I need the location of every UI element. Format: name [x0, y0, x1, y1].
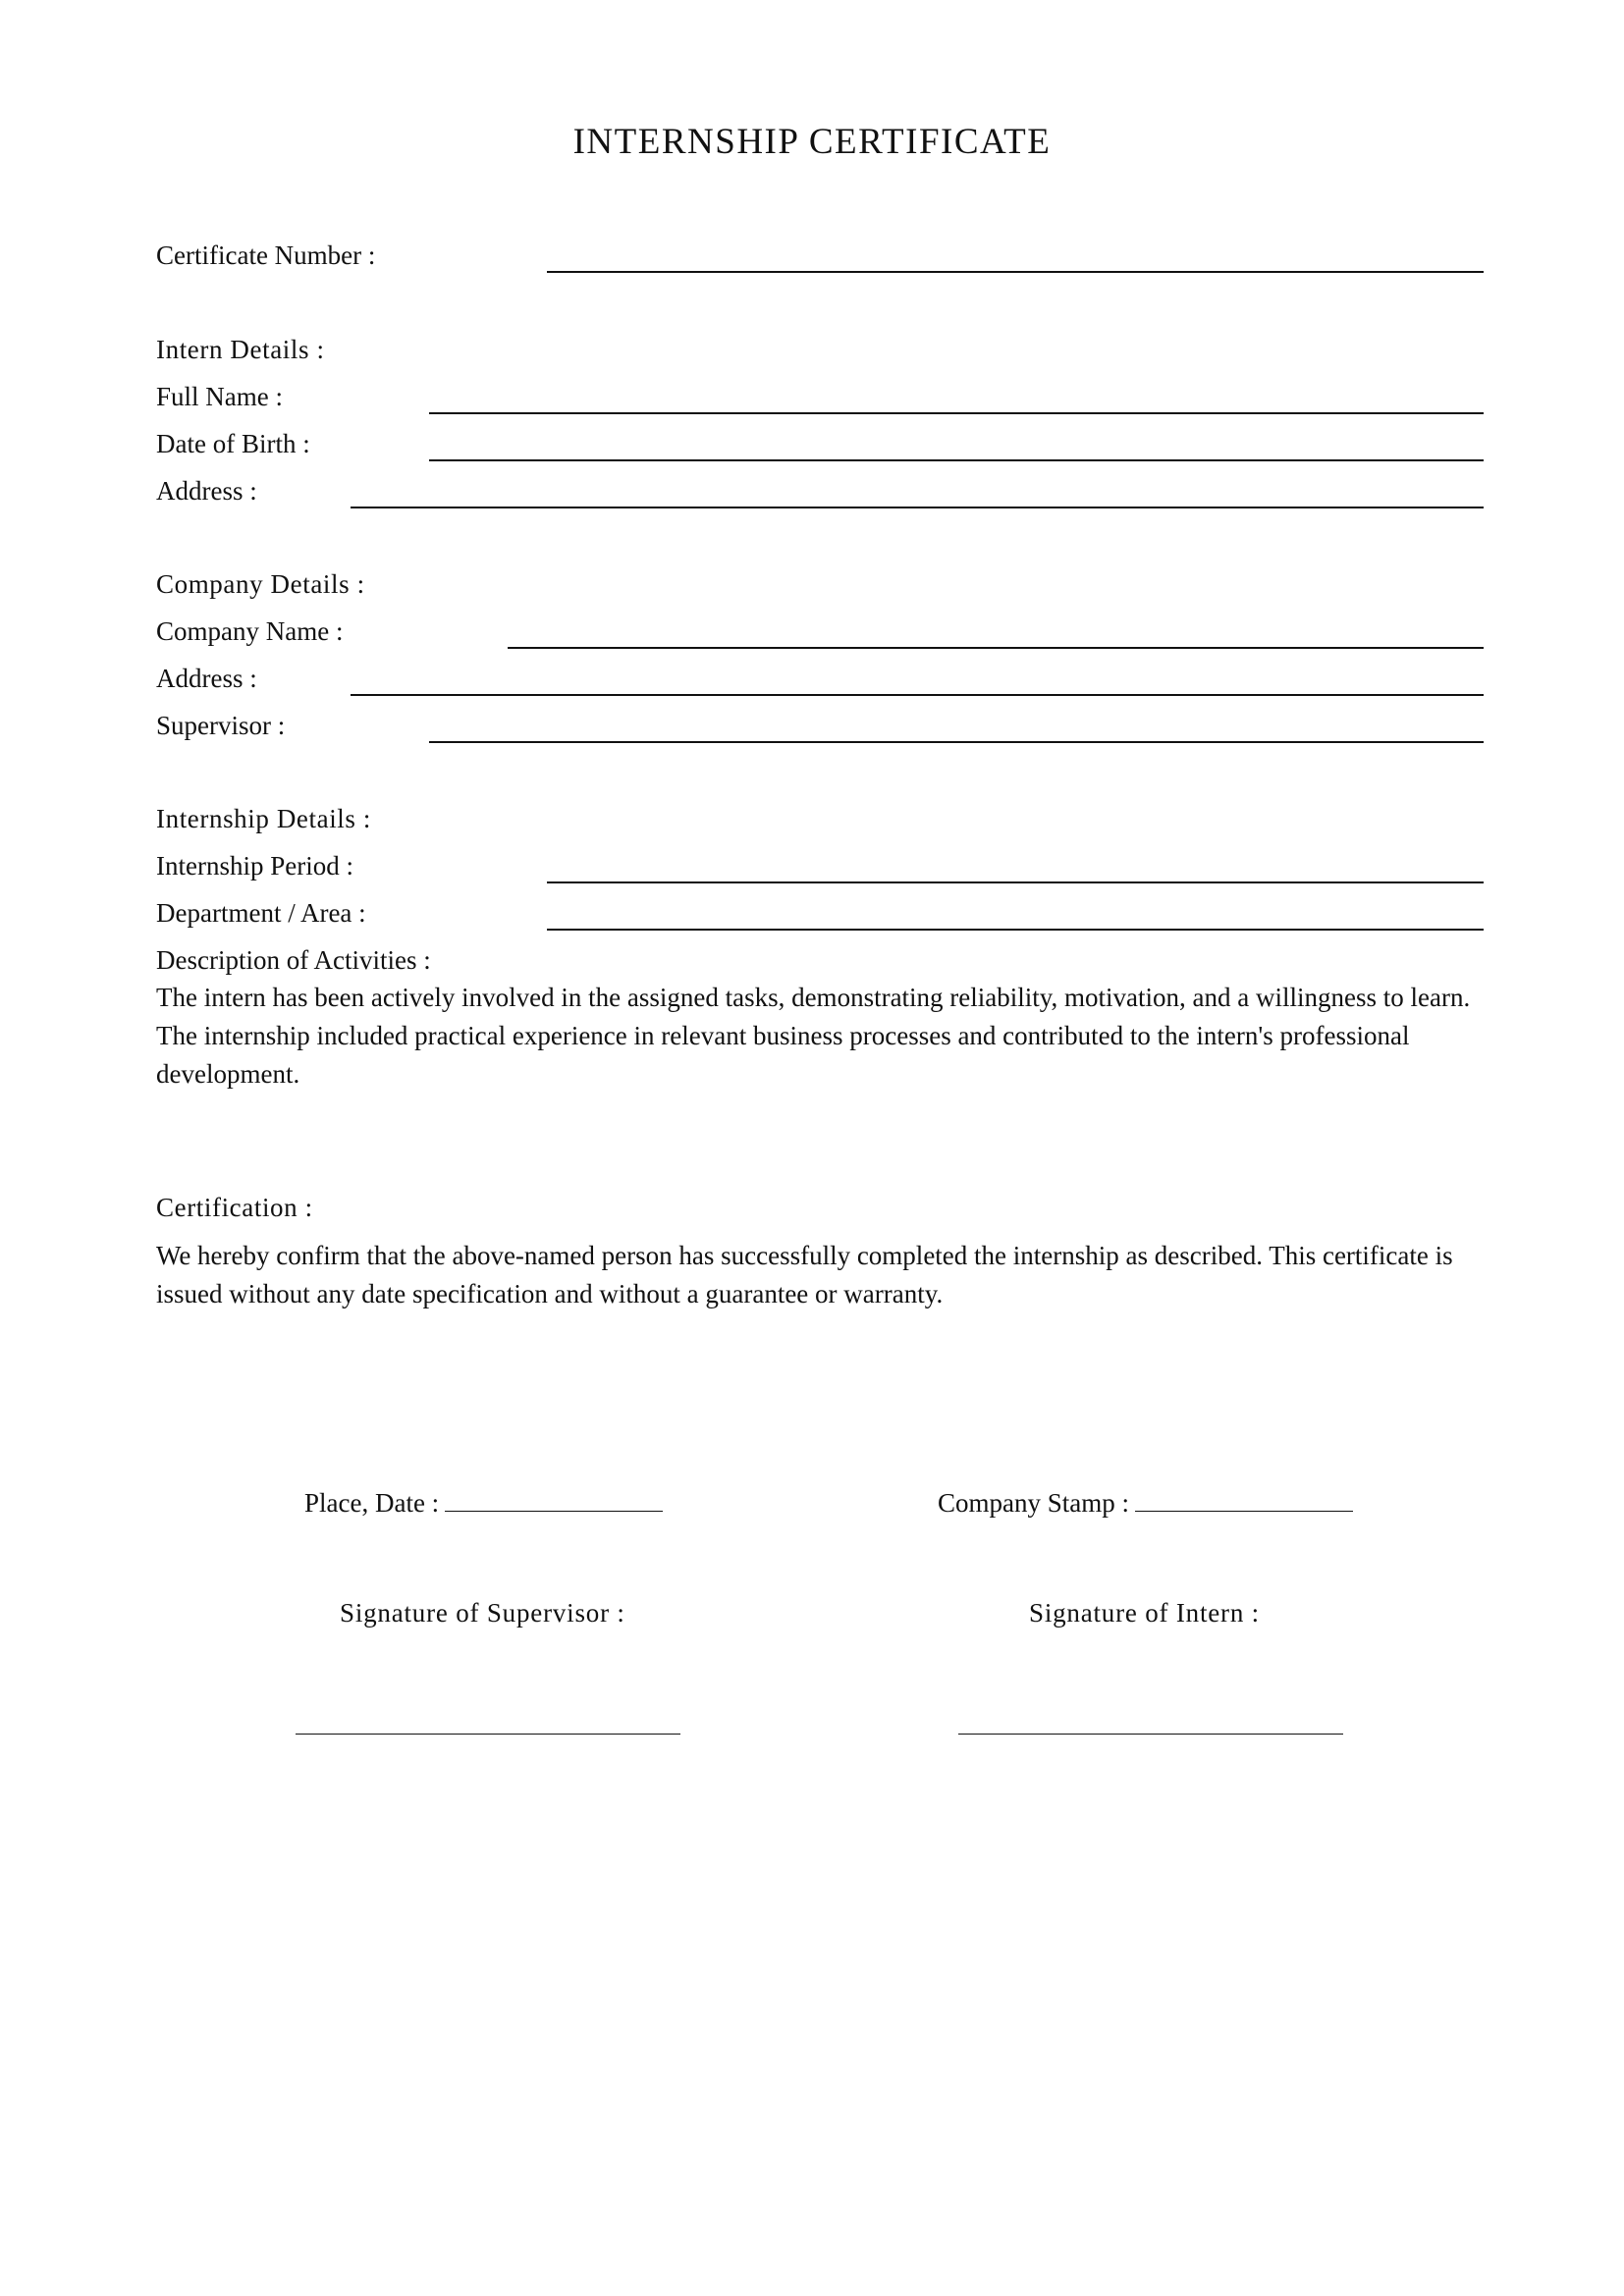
- internship-details-heading: Internship Details :: [156, 804, 371, 833]
- certification-heading: Certification :: [156, 1193, 313, 1222]
- company-address-label: Address :: [156, 664, 257, 693]
- supervisor-field[interactable]: [429, 741, 1484, 743]
- description-of-activities-text: The intern has been actively involved in the assigned tasks, demonstrating reliability, motivation, and a willingness to learn. The internship included practical experience in relevant business processes and contributed to the intern's professional development.: [156, 983, 1471, 1089]
- description-of-activities-label: Description of Activities :: [156, 945, 431, 975]
- department-area-field[interactable]: [547, 929, 1484, 931]
- intern-address-field[interactable]: [351, 507, 1484, 508]
- supervisor-signature-label: Signature of Supervisor :: [340, 1598, 625, 1628]
- supervisor-signature-line[interactable]: [296, 1734, 680, 1735]
- certificate-number-label: Certificate Number :: [156, 240, 376, 270]
- intern-signature-line[interactable]: [958, 1734, 1343, 1735]
- document-title: INTERNSHIP CERTIFICATE: [572, 122, 1052, 162]
- company-stamp-row: [938, 1486, 1353, 1520]
- supervisor-label: Supervisor :: [156, 711, 286, 740]
- company-name-label: Company Name :: [156, 616, 344, 646]
- place-date-row: [304, 1486, 663, 1520]
- place-date-field[interactable]: [445, 1487, 663, 1512]
- internship-period-label: Internship Period :: [156, 851, 353, 881]
- company-address-field[interactable]: [351, 694, 1484, 696]
- department-area-label: Department / Area :: [156, 898, 366, 928]
- company-details-heading: Company Details :: [156, 569, 365, 599]
- date-of-birth-label: Date of Birth :: [156, 429, 310, 458]
- date-of-birth-field[interactable]: [429, 459, 1484, 461]
- intern-address-label: Address :: [156, 476, 257, 506]
- intern-signature-label: Signature of Intern :: [1029, 1598, 1260, 1628]
- intern-details-heading: Intern Details :: [156, 335, 325, 364]
- certification-text: We hereby confirm that the above-named person has successfully completed the internship as described. This certificate is issued without any date specification and without a guarantee or warranty.: [156, 1241, 1453, 1308]
- company-stamp-field[interactable]: [1135, 1487, 1353, 1512]
- company-name-field[interactable]: [508, 647, 1484, 649]
- full-name-field[interactable]: [429, 412, 1484, 414]
- internship-period-field[interactable]: [547, 881, 1484, 883]
- full-name-label: Full Name :: [156, 382, 283, 411]
- company-stamp-label: Company Stamp :: [938, 1488, 1129, 1518]
- place-date-label: Place, Date :: [304, 1488, 440, 1518]
- certificate-number-field[interactable]: [547, 271, 1484, 273]
